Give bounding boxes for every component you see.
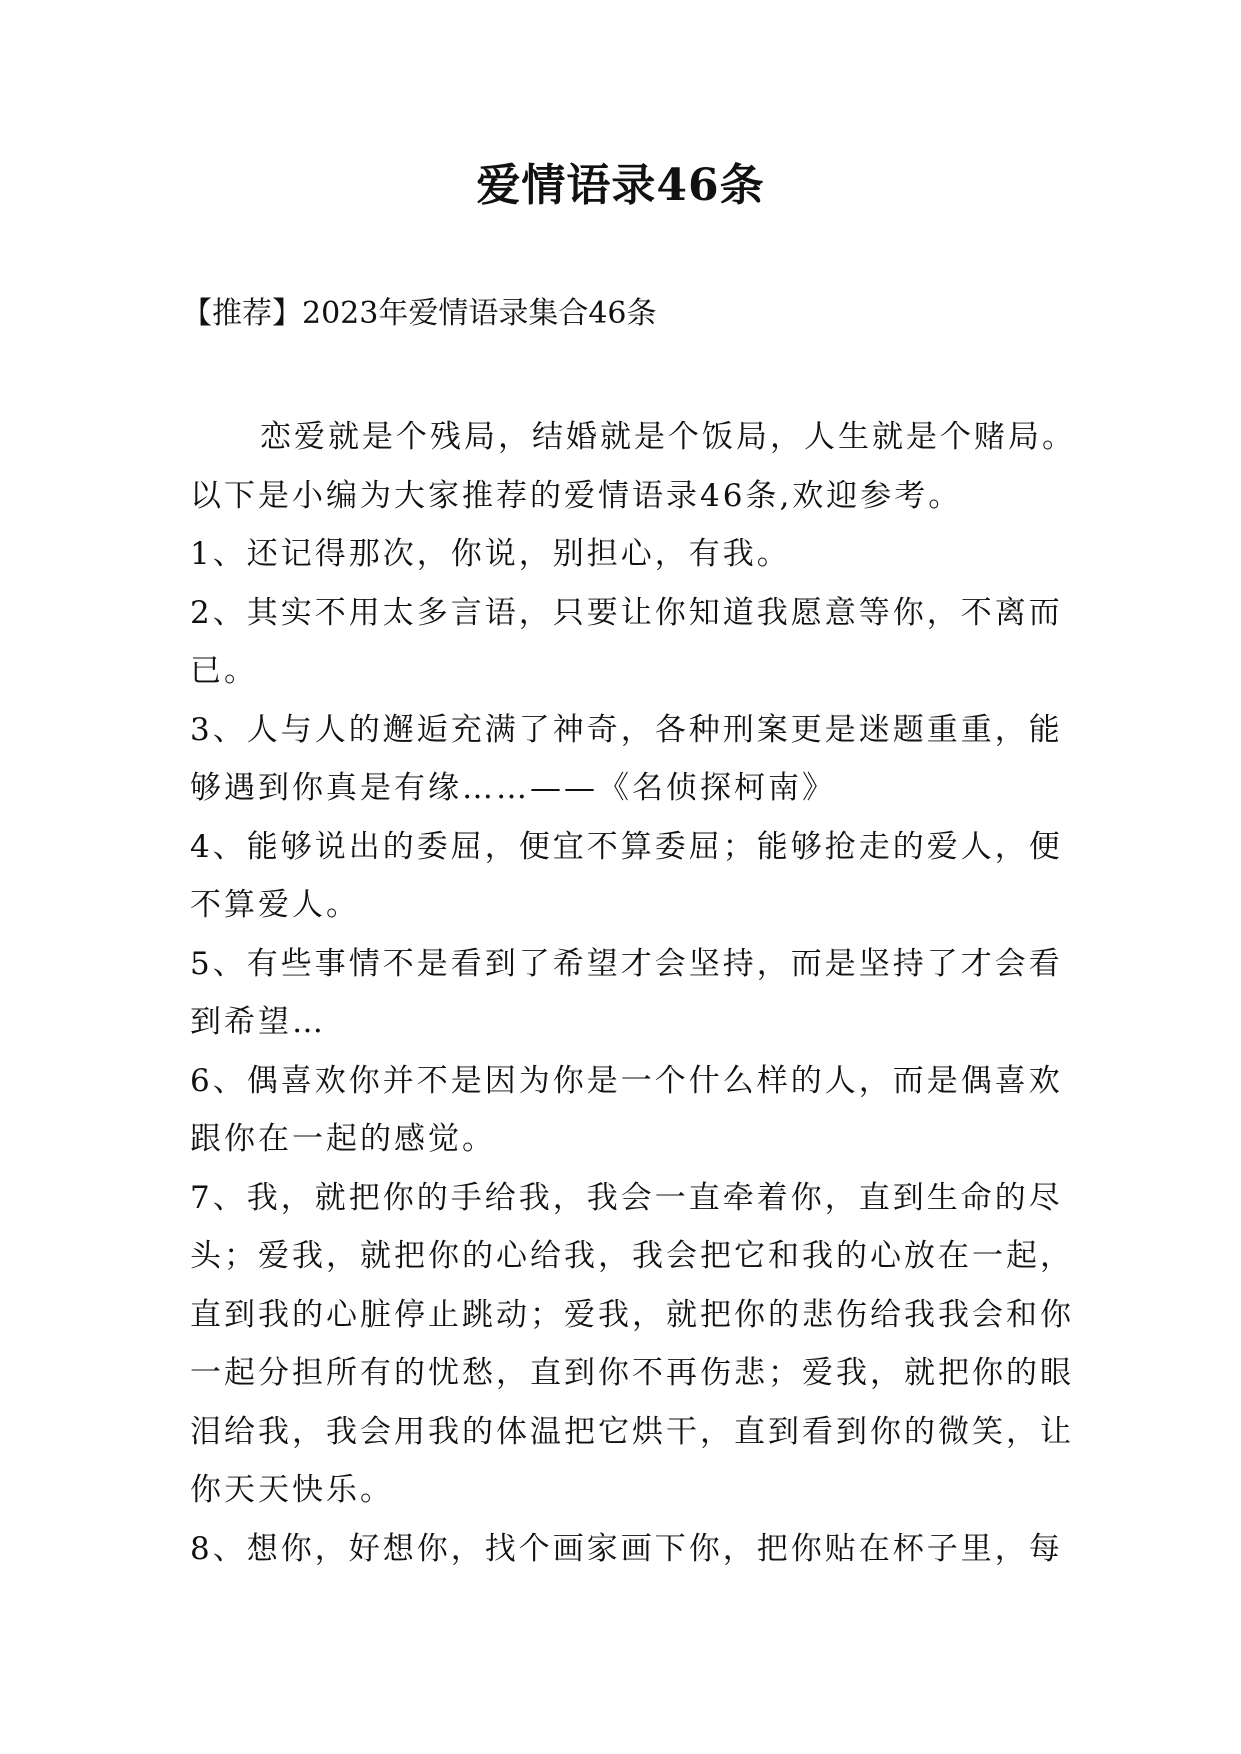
body-line: 6、偶喜欢你并不是因为你是一个什么样的人，而是偶喜欢 — [190, 1062, 1063, 1099]
body-line: 够遇到你真是有缘……——《名侦探柯南》 — [190, 770, 836, 806]
body-line: 到希望… — [190, 1004, 326, 1040]
body-line: 恋爱就是个残局，结婚就是个饭局，人生就是个赌局。 — [260, 419, 1076, 455]
body-line: 已。 — [190, 653, 258, 689]
document-title: 爱情语录46条 — [476, 160, 765, 211]
document-body — [190, 408, 1076, 1578]
body-line: 3、人与人的邂逅充满了神奇，各种刑案更是迷题重重，能 — [190, 711, 1063, 748]
body-line: 你天天快乐。 — [190, 1472, 394, 1508]
body-line: 4、能够说出的委屈，便宜不算委屈；能够抢走的爱人，便 — [190, 828, 1063, 865]
body-line: 以下是小编为大家推荐的爱情语录46条,欢迎参考。 — [190, 477, 963, 514]
body-line: 泪给我，我会用我的体温把它烘干，直到看到你的微笑，让 — [190, 1413, 1074, 1450]
body-line: 头；爱我，就把你的心给我，我会把它和我的心放在一起， — [190, 1238, 1074, 1274]
body-line: 跟你在一起的感觉。 — [190, 1121, 496, 1157]
body-line: 一起分担所有的忧愁，直到你不再伤悲；爱我，就把你的眼 — [190, 1355, 1074, 1391]
body-line: 5、有些事情不是看到了希望才会坚持，而是坚持了才会看 — [190, 945, 1063, 982]
body-line: 8、想你，好想你，找个画家画下你，把你贴在杯子里，每 — [190, 1530, 1063, 1567]
body-line: 2、其实不用太多言语，只要让你知道我愿意等你，不离而 — [190, 594, 1063, 631]
body-line: 7、我，就把你的手给我，我会一直牵着你，直到生命的尽 — [190, 1179, 1063, 1216]
body-line: 1、还记得那次，你说，别担心，有我。 — [190, 536, 791, 572]
body-line: 直到我的心脏停止跳动；爱我，就把你的悲伤给我我会和你 — [190, 1296, 1074, 1333]
document-subtitle: 【推荐】2023年爱情语录集合46条 — [182, 296, 657, 331]
body-line: 不算爱人。 — [190, 887, 360, 923]
